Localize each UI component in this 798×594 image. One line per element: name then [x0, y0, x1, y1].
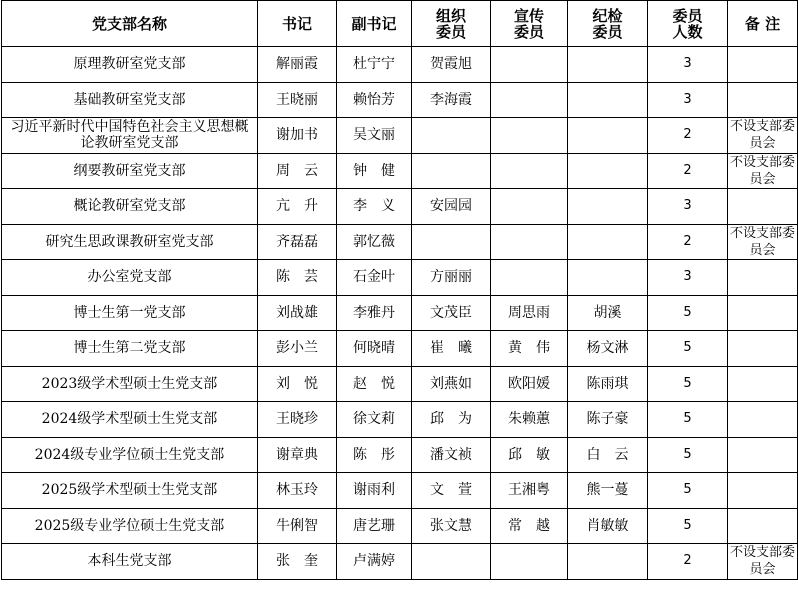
table-row	[2, 295, 798, 331]
cell-propaganda	[491, 331, 568, 367]
cell-name	[2, 437, 258, 473]
cell-discipline-text: 陈雨琪	[586, 375, 629, 392]
cell-propaganda	[491, 260, 568, 296]
cell-count	[648, 47, 728, 83]
cell-deputy-text: 陈 彤	[353, 446, 395, 463]
cell-name	[2, 331, 258, 367]
cell-secretary	[258, 366, 337, 402]
table-row	[2, 153, 798, 189]
cell-discipline	[568, 224, 648, 260]
cell-propaganda	[491, 544, 568, 580]
cell-discipline	[568, 47, 648, 83]
cell-org	[412, 331, 491, 367]
cell-secretary	[258, 153, 337, 189]
cell-secretary-text: 王晓丽	[276, 91, 318, 108]
cell-count-text: 2	[683, 162, 692, 178]
cell-deputy	[337, 118, 412, 154]
cell-name-text: 2024级专业学位硕士生党支部	[34, 446, 225, 463]
cell-discipline	[568, 402, 648, 438]
cell-deputy	[337, 260, 412, 296]
cell-secretary-text: 刘战雄	[276, 304, 318, 321]
cell-discipline-text: 白 云	[586, 446, 629, 463]
cell-name-text: 2025级学术型硕士生党支部	[41, 482, 218, 499]
cell-count	[648, 544, 728, 580]
cell-name-text: 2023级学术型硕士生党支部	[41, 375, 218, 392]
table-row	[2, 82, 798, 118]
cell-discipline-text: 陈子豪	[586, 411, 629, 428]
header-propaganda	[491, 1, 568, 47]
cell-count-text: 2	[683, 233, 692, 249]
cell-org	[412, 118, 491, 154]
cell-deputy-text: 赵 悦	[353, 375, 395, 392]
cell-count-text: 5	[683, 304, 692, 320]
cell-note	[728, 260, 798, 296]
cell-discipline	[568, 508, 648, 544]
cell-name	[2, 473, 258, 509]
cell-name-text: 办公室党支部	[87, 269, 172, 286]
cell-deputy	[337, 331, 412, 367]
cell-org-text: 贺霞旭	[430, 56, 472, 73]
cell-discipline	[568, 153, 648, 189]
cell-note	[728, 473, 798, 509]
cell-deputy	[337, 224, 412, 260]
cell-name-text: 博士生第二党支部	[73, 340, 186, 357]
header-name: 党支部名称	[2, 1, 258, 47]
cell-count-text: 5	[683, 517, 692, 533]
cell-org-text: 潘文祯	[430, 446, 472, 463]
cell-count-text: 3	[683, 56, 692, 72]
cell-count	[648, 473, 728, 509]
cell-note	[728, 224, 798, 260]
cell-discipline	[568, 82, 648, 118]
cell-name	[2, 402, 258, 438]
cell-org-text: 刘燕如	[430, 375, 472, 392]
cell-secretary	[258, 473, 337, 509]
branch-table	[1, 0, 798, 580]
header-discipline	[568, 1, 648, 47]
header-count-label: 委员人数	[672, 6, 703, 41]
cell-org	[412, 189, 491, 225]
cell-deputy-text: 唐艺珊	[353, 517, 395, 534]
cell-secretary-text: 齐磊磊	[276, 233, 318, 250]
cell-propaganda	[491, 437, 568, 473]
cell-name	[2, 82, 258, 118]
cell-org-text: 李海霞	[430, 91, 472, 108]
cell-secretary-text: 陈 芸	[276, 269, 318, 286]
cell-secretary-text: 周 云	[276, 162, 318, 179]
cell-propaganda	[491, 366, 568, 402]
cell-count	[648, 437, 728, 473]
cell-deputy-text: 石金叶	[353, 269, 395, 286]
cell-deputy	[337, 153, 412, 189]
cell-count-text: 5	[683, 482, 692, 498]
cell-secretary	[258, 118, 337, 154]
table-row	[2, 508, 798, 544]
cell-org-text: 文 萱	[430, 482, 472, 499]
cell-note	[728, 118, 798, 154]
cell-count	[648, 118, 728, 154]
cell-discipline	[568, 118, 648, 154]
cell-name	[2, 366, 258, 402]
cell-note	[728, 402, 798, 438]
cell-note	[728, 508, 798, 544]
table-row	[2, 402, 798, 438]
cell-count	[648, 331, 728, 367]
cell-discipline-text: 熊一蔓	[586, 482, 629, 499]
cell-note	[728, 437, 798, 473]
cell-deputy-text: 钟 健	[353, 162, 395, 179]
cell-deputy-text: 谢雨利	[353, 482, 395, 499]
cell-propaganda	[491, 118, 568, 154]
cell-secretary-text: 亢 升	[276, 198, 318, 215]
cell-count	[648, 366, 728, 402]
cell-secretary	[258, 331, 337, 367]
cell-secretary-text: 林玉玲	[276, 482, 318, 499]
cell-count	[648, 260, 728, 296]
cell-name	[2, 295, 258, 331]
cell-name-text: 习近平新时代中国特色社会主义思想概论教研室党支部	[10, 119, 249, 152]
cell-deputy-text: 杜宁宁	[353, 56, 395, 73]
cell-discipline	[568, 260, 648, 296]
cell-count-text: 5	[683, 375, 692, 391]
table-row	[2, 224, 798, 260]
cell-org	[412, 224, 491, 260]
cell-deputy	[337, 508, 412, 544]
cell-secretary	[258, 437, 337, 473]
cell-count	[648, 153, 728, 189]
cell-org-text: 邱 为	[430, 411, 472, 428]
cell-note	[728, 366, 798, 402]
cell-deputy	[337, 473, 412, 509]
cell-deputy	[337, 82, 412, 118]
cell-count-text: 2	[683, 127, 692, 143]
header-count	[648, 1, 728, 47]
cell-note	[728, 47, 798, 83]
cell-name	[2, 508, 258, 544]
cell-note	[728, 295, 798, 331]
cell-org	[412, 508, 491, 544]
cell-propaganda	[491, 224, 568, 260]
cell-discipline	[568, 544, 648, 580]
cell-name	[2, 224, 258, 260]
cell-propaganda	[491, 47, 568, 83]
cell-org	[412, 82, 491, 118]
cell-propaganda-text: 王湘粤	[508, 482, 550, 499]
cell-secretary-text: 刘 悦	[276, 375, 318, 392]
cell-discipline	[568, 366, 648, 402]
cell-secretary	[258, 402, 337, 438]
table-row	[2, 473, 798, 509]
header-secretary: 书记	[258, 1, 337, 47]
cell-propaganda	[491, 82, 568, 118]
cell-name-text: 研究生思政课教研室党支部	[45, 233, 214, 250]
cell-count	[648, 402, 728, 438]
cell-deputy	[337, 366, 412, 402]
cell-deputy-text: 赖怡芳	[353, 91, 395, 108]
cell-propaganda-text: 黄 伟	[508, 340, 550, 357]
cell-propaganda	[491, 153, 568, 189]
cell-org	[412, 366, 491, 402]
cell-secretary-text: 谢加书	[276, 127, 318, 144]
cell-org	[412, 473, 491, 509]
cell-note-text: 不设支部委员会	[730, 225, 796, 258]
cell-secretary	[258, 544, 337, 580]
cell-secretary	[258, 47, 337, 83]
cell-note-text: 不设支部委员会	[730, 154, 796, 187]
table-row	[2, 544, 798, 580]
table-row	[2, 366, 798, 402]
header-row	[2, 1, 798, 47]
cell-org	[412, 260, 491, 296]
header-org-label: 组织委员	[435, 6, 466, 41]
cell-name	[2, 47, 258, 83]
cell-deputy-text: 吴文丽	[353, 127, 395, 144]
cell-secretary-text: 谢章典	[276, 446, 318, 463]
cell-secretary	[258, 260, 337, 296]
cell-note-text: 不设支部委员会	[730, 545, 796, 578]
cell-propaganda	[491, 473, 568, 509]
cell-note	[728, 189, 798, 225]
cell-secretary-text: 张 奎	[276, 553, 318, 570]
cell-discipline	[568, 295, 648, 331]
table-row	[2, 189, 798, 225]
cell-deputy-text: 郭忆薇	[353, 233, 395, 250]
cell-deputy-text: 李雅丹	[353, 304, 395, 321]
cell-count	[648, 224, 728, 260]
cell-propaganda-text: 朱赖蕙	[508, 411, 550, 428]
cell-deputy-text: 李 义	[353, 198, 395, 215]
cell-org-text: 文茂臣	[430, 304, 472, 321]
cell-org	[412, 544, 491, 580]
cell-count	[648, 189, 728, 225]
cell-discipline	[568, 331, 648, 367]
cell-note	[728, 82, 798, 118]
table-row	[2, 118, 798, 154]
cell-count-text: 3	[683, 91, 692, 107]
cell-deputy-text: 何晓晴	[353, 340, 395, 357]
cell-name-text: 2025级专业学位硕士生党支部	[34, 517, 225, 534]
cell-count	[648, 82, 728, 118]
cell-org	[412, 153, 491, 189]
cell-name	[2, 260, 258, 296]
header-deputy: 副书记	[337, 1, 412, 47]
cell-secretary-text: 彭小兰	[276, 340, 318, 357]
cell-deputy	[337, 47, 412, 83]
cell-secretary-text: 牛俐智	[276, 517, 318, 534]
cell-propaganda	[491, 402, 568, 438]
cell-deputy-text: 徐文莉	[353, 411, 395, 428]
cell-name	[2, 118, 258, 154]
cell-secretary	[258, 224, 337, 260]
cell-note	[728, 331, 798, 367]
cell-deputy	[337, 437, 412, 473]
cell-discipline-text: 肖敏敏	[586, 517, 629, 534]
table-row	[2, 437, 798, 473]
cell-name	[2, 189, 258, 225]
table-row	[2, 331, 798, 367]
cell-discipline	[568, 437, 648, 473]
cell-org	[412, 47, 491, 83]
cell-propaganda-text: 邱 敏	[508, 446, 550, 463]
cell-propaganda	[491, 508, 568, 544]
cell-propaganda-text: 常 越	[508, 517, 550, 534]
cell-discipline-text: 杨文淋	[586, 340, 629, 357]
cell-count-text: 3	[683, 269, 692, 285]
cell-secretary	[258, 508, 337, 544]
cell-discipline	[568, 189, 648, 225]
header-discipline-label: 纪检委员	[592, 6, 623, 41]
cell-secretary	[258, 295, 337, 331]
cell-note	[728, 153, 798, 189]
cell-org-text: 张文慧	[430, 517, 472, 534]
cell-org	[412, 295, 491, 331]
cell-count	[648, 295, 728, 331]
cell-org-text: 崔 曦	[430, 340, 472, 357]
cell-discipline-text: 胡溪	[593, 304, 622, 321]
cell-deputy	[337, 544, 412, 580]
cell-name-text: 基础教研室党支部	[73, 91, 186, 108]
header-org	[412, 1, 491, 47]
cell-propaganda-text: 欧阳媛	[508, 375, 550, 392]
cell-propaganda	[491, 295, 568, 331]
header-note: 备 注	[728, 1, 798, 47]
cell-secretary	[258, 189, 337, 225]
table-row	[2, 260, 798, 296]
cell-count-text: 5	[683, 446, 692, 462]
cell-name-text: 概论教研室党支部	[73, 198, 186, 215]
cell-name-text: 2024级学术型硕士生党支部	[41, 411, 218, 428]
cell-name-text: 本科生党支部	[87, 553, 172, 570]
cell-deputy	[337, 189, 412, 225]
cell-count	[648, 508, 728, 544]
cell-org-text: 方丽丽	[430, 269, 472, 286]
cell-name-text: 纲要教研室党支部	[73, 162, 186, 179]
cell-deputy	[337, 295, 412, 331]
cell-org-text: 安园园	[430, 198, 472, 215]
cell-discipline	[568, 473, 648, 509]
cell-note-text: 不设支部委员会	[730, 119, 796, 152]
cell-name	[2, 544, 258, 580]
cell-propaganda-text: 周思雨	[508, 304, 550, 321]
cell-deputy-text: 卢满婷	[353, 553, 395, 570]
cell-count-text: 5	[683, 411, 692, 427]
cell-name	[2, 153, 258, 189]
cell-count-text: 5	[683, 340, 692, 356]
cell-count-text: 2	[683, 553, 692, 569]
header-propaganda-label: 宣传委员	[513, 6, 544, 41]
cell-secretary-text: 解丽霞	[276, 56, 318, 73]
cell-secretary-text: 王晓珍	[276, 411, 318, 428]
cell-deputy	[337, 402, 412, 438]
table-row	[2, 47, 798, 83]
cell-name-text: 博士生第一党支部	[73, 304, 186, 321]
cell-propaganda	[491, 189, 568, 225]
cell-org	[412, 437, 491, 473]
cell-secretary	[258, 82, 337, 118]
cell-count-text: 3	[683, 198, 692, 214]
cell-org	[412, 402, 491, 438]
cell-note	[728, 544, 798, 580]
cell-name-text: 原理教研室党支部	[73, 56, 186, 73]
